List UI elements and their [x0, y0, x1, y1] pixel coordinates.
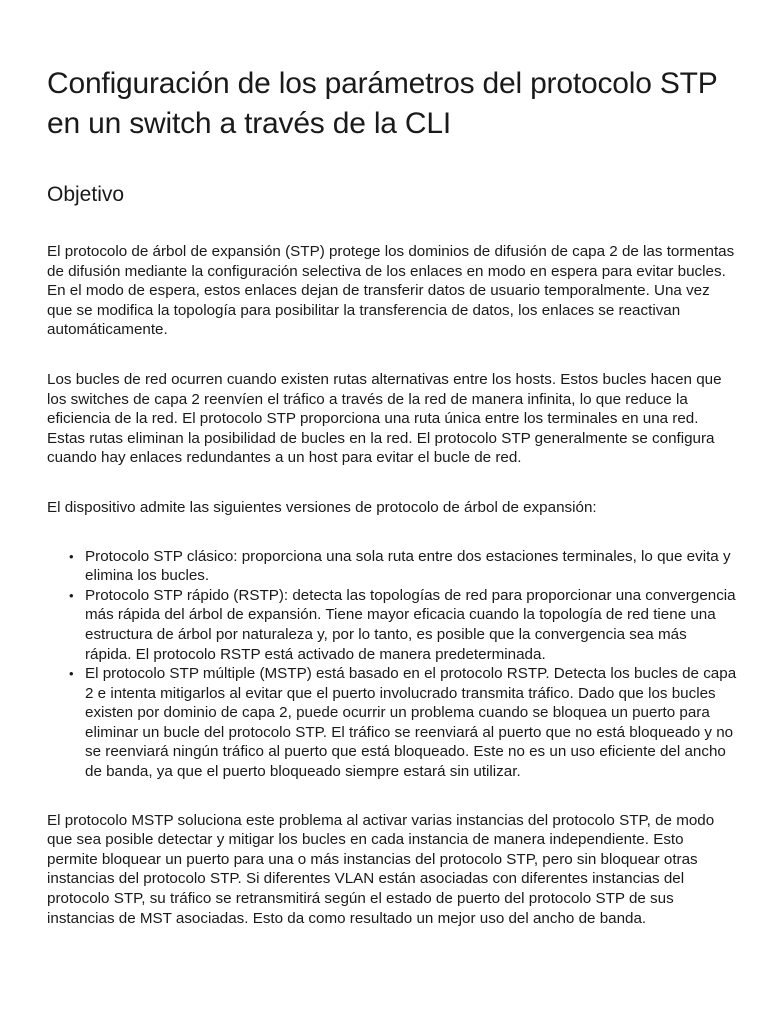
bullet-marker: •	[69, 587, 74, 603]
paragraph-network-loops: Los bucles de red ocurren cuando existen rutas alternativas entre los hosts. Estos bucles hacen que los switches de capa 2 reenvíen el tráfico a través de la red de manera infinita, lo que reduce la eficiencia de la red. El protocolo STP proporciona una ruta única entre los terminales en una red. Estas rutas eliminan la posibilidad de bucles en la red. El protocolo STP generalmente se configura cuando hay enlaces redundantes a un host para evitar el bucle de red.	[47, 370, 722, 467]
section-heading-objetivo: Objetivo	[47, 183, 125, 206]
bullet-marker: •	[69, 666, 74, 682]
paragraph-supported-versions: El dispositivo admite las siguientes versiones de protocolo de árbol de expansión:	[47, 498, 597, 516]
list-item-text: El protocolo STP múltiple (MSTP) está basado en el protocolo RSTP. Detecta los bucles de capa 2 e intenta mitigarlos al evitar que el puerto involucrado transmita tráfico. Dado que los bucles existen por dominio de capa 2, puede ocurrir un problema cuando se bloquea un puerto para eliminar un bucle del protocolo STP. El tráfico se reenviará al puerto que no está bloqueado y no se reenviará ningún tráfico al puerto que está bloqueado. Este no es un uso eficiente del ancho de banda, ya que el puerto bloqueado siempre estará sin utilizar.	[85, 665, 737, 781]
list-item	[69, 586, 737, 664]
document-page	[47, 64, 737, 928]
list-item	[69, 547, 737, 586]
paragraph-stp-intro: El protocolo de árbol de expansión (STP) protege los dominios de difusión de capa 2 de las tormentas de difusión mediante la configuración selectiva de los enlaces en modo en espera para evitar bucles. En el modo de espera, estos enlaces dejan de transferir datos de usuario temporalmente. Una vez que se modifica la topología para posibilitar la transferencia de datos, los enlaces se reactivan automáticamente.	[47, 243, 735, 339]
bullet-marker: •	[69, 548, 74, 564]
stp-versions-list	[47, 547, 737, 782]
document-title: Configuración de los parámetros del protocolo STP en un switch a través de la CLI	[47, 67, 718, 140]
paragraph-mstp-solution: El protocolo MSTP soluciona este problema al activar varias instancias del protocolo STP, de modo que sea posible detectar y mitigar los bucles en cada instancia de manera independiente. Esto permite bloquear un puerto para una o más instancias del protocolo STP, pero sin bloquear otras instancias del protocolo STP. Si diferentes VLAN están asociadas con diferentes instancias del protocolo STP, su tráfico se retransmitirá según el estado de puerto del protocolo STP de sus instancias de MST asociadas. Esto da como resultado un mejor uso del ancho de banda.	[47, 811, 715, 927]
list-item	[69, 664, 737, 782]
list-item-text: Protocolo STP rápido (RSTP): detecta las topologías de red para proporcionar una convergencia más rápida del árbol de expansión. Tiene mayor eficacia cuando la topología de red tiene una estructura de árbol por naturaleza y, por lo tanto, es posible que la convergencia sea más rápida. El protocolo RSTP está activado de manera predeterminada.	[85, 586, 736, 663]
list-item-text: Protocolo STP clásico: proporciona una sola ruta entre dos estaciones terminales, lo que evita y elimina los bucles.	[85, 547, 731, 585]
